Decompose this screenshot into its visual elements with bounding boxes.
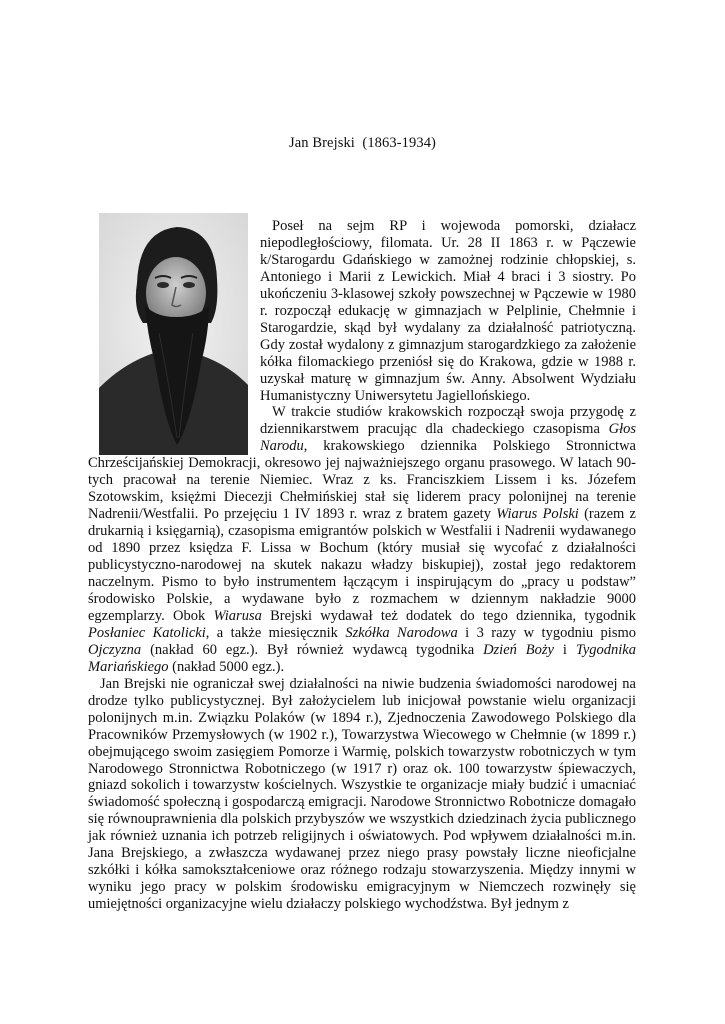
italic-title: Wiarus Polski <box>496 506 579 523</box>
italic-title: Dzień Boży <box>483 641 554 658</box>
text-run: Jan Brejski nie ograniczał swej działalności na niwie budzenia świadomości narodowej na drodze tylko publicystycznej. Był założycielem lub inicjował powstanie wielu organizacji polonijnych m.in. Związku Polaków (w 1894 r.), Zjednoczenia Zawodowego Polskiego dla Pracowników Przemysłowych (w 1902 r.), Towarzystwa Wiecowego w Chełmnie (w 1899 r.) obejmującego swoim zasięgiem Pomorze i Warmię, polskich towarzystw robotniczych w tym Narodowego Stronnictwa Robotniczego (w 1917 r) oraz ok. 100 towarzystw śpiewaczych, gniazd sokolich i towarzystw kościelnych. Wszystkie te organizacje miały budzić i umacniać świadomość społeczną i gospodarczą emigracji. Narodowe Stronnictwo Robotnicze domagało się równouprawnienia dla polskich przybyszów we wszystkich dziedzinach życia publicznego jak również uznania ich potrzeb religijnych i oświatowych. Pod wpływem działalności m.in. Jana Brejskiego, a zwłaszcza wydawanej przez niego prasy powstały liczne nieoficjalne szkółki i kółka samokształceniowe oraz różnego rodzaju stowarzyszenia. Między innymi w wyniku jego pracy w polskim środowisku emigracyjnym w Niemczech rozwinęły się umiejętności organizacyjne wielu działaczy polskiego wychodźstwa. Był jednym z <box>88 675 636 913</box>
italic-title: Szkółka Narodowa <box>345 624 458 641</box>
text-run: (razem z drukarnią i księgarnią), czasopisma emigrantów polskich w Westfalii i Nadrenii wydawanego od 1890 przez księdza F. Lissa w Bochum (który musiał się wycofać z działalności publicystyczno-narodowej na skutek nakazu władzy biskupiej), został jego redaktorem naczelnym. Pismo to było instrumentem łączącym i inspirującym do „pracy u podstaw” środowisko Polskie, a wydawane było z rozmachem w dziennym nakładzie 9000 egzemplarzy. Obok <box>88 506 636 624</box>
text-run: (nakład 5000 egz.). <box>168 658 285 675</box>
text-run: Brejski wydawał też dodatek do tego dziennika, tygodnik <box>261 607 636 624</box>
text-run: W trakcie studiów krakowskich rozpoczął swoja przygodę z dziennikarstwem pracując dla chadeckiego czasopisma <box>260 404 636 438</box>
biography-text <box>88 218 636 913</box>
text-run: Poseł na sejm RP i wojewoda pomorski, działacz niepodległościowy, filomata. Ur. 28 II 1863 r. w Pączewie k/Starogardu Gdańskiego w zamożnej rodzinie chłopskiej, s. Antoniego i Marii z Lewickich. Miał 4 braci i 3 siostry. Po ukończeniu 3-klasowej szkoły powszechnej w Pączewie w 1980 r. rozpoczął edukację w gimnazjach w Pelplinie, Chełmnie i Starogardzie, skąd był wydalany za działalność patriotyczną. Gdy został wydalony z gimnazjum starogardzkiego za założenie kółka filomackiego przeniósł się do Krakowa, gdzie w 1988 r. uzyskał maturę w gimnazjum św. Anny. Absolwent Wydziału Humanistyczny Uniwersytetu Jagiellońskiego. <box>260 218 636 404</box>
italic-title: Tygodnika Mariańskiego <box>88 641 636 675</box>
portrait-text-wrap <box>88 218 260 450</box>
italic-title: Posłaniec Katolicki <box>88 624 206 641</box>
italic-title: Wiarusa <box>213 607 262 624</box>
text-run: , a także miesięcznik <box>205 624 346 641</box>
italic-title: Ojczyzna <box>88 641 142 658</box>
italic-title: Głos Narodu <box>260 421 636 455</box>
text-run: i <box>554 641 576 658</box>
text-run: i 3 razy w tygodniu pismo <box>457 624 636 641</box>
page-title: Jan Brejski (1863-1934) <box>289 135 436 151</box>
paragraph <box>88 676 636 913</box>
text-run: (nakład 60 egz.). Był również wydawcą tygodnika <box>141 641 484 658</box>
text-run: , krakowskiego dziennika Polskiego Stronnictwa Chrześcijańskiej Demokracji, okresowo jej najważniejszego organu prasowego. W latach 90-tych pracował na terenie Niemiec. Wraz z ks. Franciszkiem Lissem i ks. Józefem Szotowskim, księżmi Diecezji Chełmińskiej stał się liderem pracy polonijnej na terenie Nadrenii/Westfalii. Po przejęciu 1 IV 1893 r. wraz z bratem gazety <box>88 438 636 523</box>
